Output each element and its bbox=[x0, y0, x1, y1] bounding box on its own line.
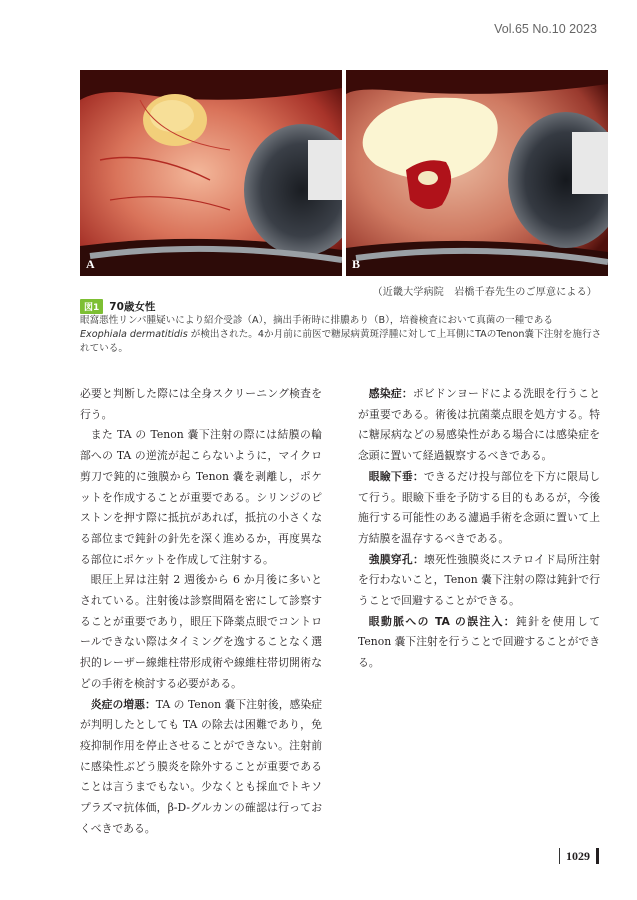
figure-title: 70歳女性 bbox=[109, 301, 156, 313]
panel-label-a: A bbox=[86, 257, 95, 271]
right-paragraph-2 bbox=[358, 467, 600, 550]
left-paragraph-3: 眼圧上昇は注射 2 週後から 6 か月後に多いとされている。注射後は診察間隔を密にして診察することが重要であり，眼圧下降薬点眼でコントロールできない際はタイミングを逸することなく選択的レーザー線維柱帯形成術や線維柱帯切開術などの手術を検討する必要がある。 bbox=[80, 573, 322, 690]
heading-ptosis: 眼瞼下垂： bbox=[368, 469, 424, 483]
panel-label-b: B bbox=[352, 257, 361, 271]
figure-caption bbox=[80, 314, 602, 356]
heading-scleral-perforation: 強膜穿孔： bbox=[368, 552, 425, 566]
eye-photo-a-illustration bbox=[80, 70, 342, 276]
body-ptosis: できるだけ投与部位を下方に限局して行う。眼瞼下垂を予防する目的もあるが，今後施行する可能性のある濾過手術を念頭に置いて上方結膜を温存するべきである。 bbox=[358, 469, 601, 545]
body-scleral-perforation: 壊死性強膜炎にステロイド局所注射を行わないこと，Tenon 嚢下注射の際は鈍針で行うことで回避することができる。 bbox=[358, 552, 600, 608]
figure-badge: 図1 bbox=[80, 299, 103, 314]
heading-inflammation: 炎症の増悪： bbox=[90, 697, 156, 711]
right-paragraph-4 bbox=[358, 612, 600, 674]
caption-text-2: が検出された。4か月前に前医で糖尿病黄斑浮腫に対して上耳側にTAのTenon嚢下注射を施行されている。 bbox=[80, 329, 602, 354]
right-column bbox=[358, 384, 600, 674]
caption-text-1: 眼窩悪性リンパ腫疑いにより紹介受診（A），摘出手術時に排膿あり（B），培養検査において真菌の一種である bbox=[80, 315, 553, 326]
body-ophthalmic-artery: 鈍針を使用して Tenon 嚢下注射を行うことで回避することができる。 bbox=[358, 614, 600, 670]
right-paragraph-3 bbox=[358, 550, 600, 612]
figure-photo-a bbox=[80, 70, 342, 276]
left-paragraph-1: 必要と判断した際には全身スクリーニング検査を行う。 bbox=[80, 387, 322, 421]
figure-credit: （近畿大学病院 岩橋千春先生のご厚意による） bbox=[372, 287, 597, 298]
journal-volume: Vol.65 No.10 2023 bbox=[494, 22, 597, 36]
eye-photo-b-illustration bbox=[346, 70, 608, 276]
caption-species: Exophiala dermatitidis bbox=[80, 329, 188, 340]
heading-infection: 感染症： bbox=[368, 387, 413, 400]
body-infection: ポビドンヨードによる洗眼を行うことが重要である。術後は抗菌薬点眼を処方する。特に糖尿病などの易感染性がある場合には感染症を念頭に置いて経過観察するべきである。 bbox=[358, 387, 601, 463]
figure-photo-b bbox=[346, 70, 608, 276]
heading-ophthalmic-artery: 眼動脈への TA の誤注入： bbox=[368, 614, 516, 628]
left-column bbox=[80, 384, 322, 839]
figure-heading bbox=[80, 299, 155, 314]
page-number: 1029 bbox=[559, 848, 599, 864]
left-paragraph-4 bbox=[80, 695, 322, 840]
body-inflammation: TA の Tenon 嚢下注射後，感染症が判明したとしても TA の除去は困難であり，免疫抑制作用を停止させることができない。注射前に感染性ぶどう膜炎を除外することが重要であることは言うまでもない。少なくとも採血でトキソプラズマ抗体価，β-D-グルカンの確認は行っておくべきである。 bbox=[80, 697, 322, 835]
left-paragraph-2: また TA の Tenon 嚢下注射の際には結膜の輪部への TA の逆流が起こらないように，マイクロ剪刀で鈍的に強膜から Tenon 嚢を剥離し，ポケットを作成することが重要である。シリンジのピストンを押す際に抵抗があれば，抵抗の小さくなる部位まで鈍針の針先を深く進めるか，再度異なる部位にポケットを作成して注射する。 bbox=[80, 428, 322, 566]
right-paragraph-1 bbox=[358, 384, 600, 467]
